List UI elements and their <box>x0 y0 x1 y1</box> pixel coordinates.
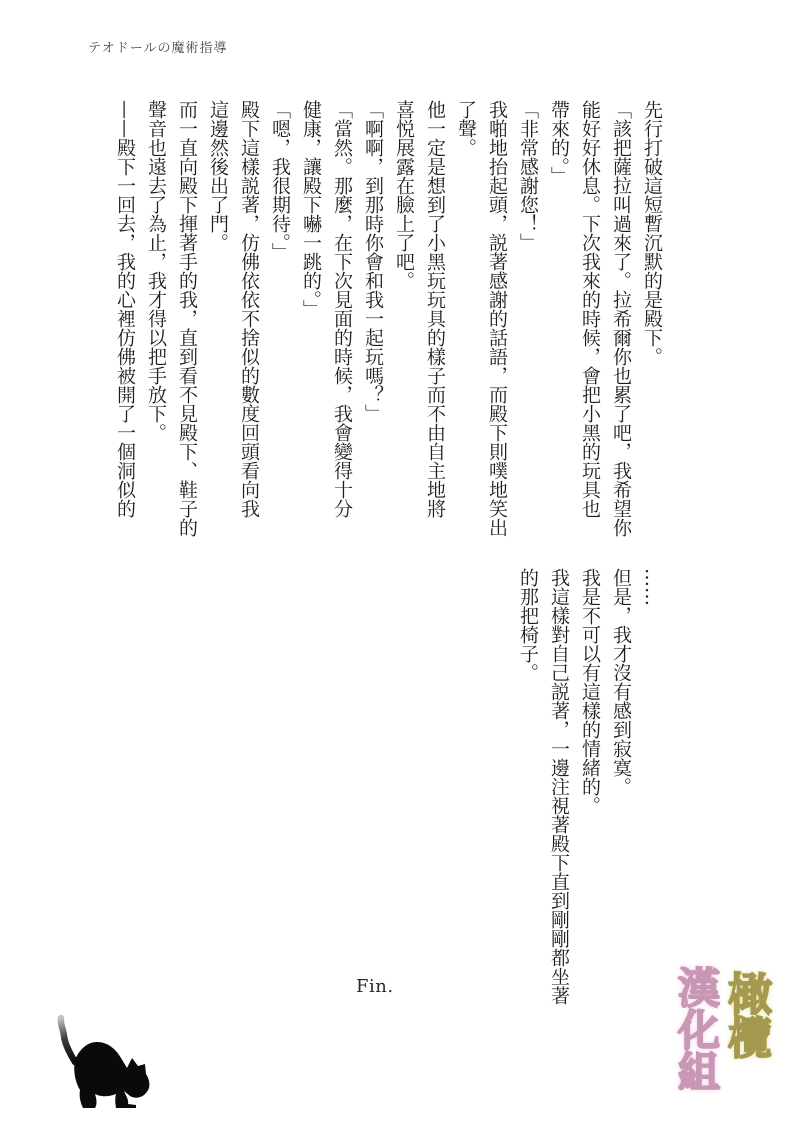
story-line: 「非常感謝您！」 <box>517 100 539 252</box>
story-block-2 <box>512 568 667 1013</box>
story-line: 帶來的。」 <box>548 100 570 186</box>
fin-label: Fin. <box>356 976 394 997</box>
story-line: 而一直向殿下揮著手的我，直到看不見殿下、鞋子的 <box>176 100 198 537</box>
story-line: 我這樣對自己説著，一邊注視著殿下直到剛剛都坐著 <box>548 568 570 1005</box>
story-line: 先行打破這短暫沉默的是殿下。 <box>641 100 663 366</box>
story-line: 了聲。 <box>455 100 477 157</box>
translation-group-watermark-olive: 橄欖 <box>720 971 771 1059</box>
story-line: 但是，我才沒有感到寂寞。 <box>610 568 632 796</box>
translation-group-watermark-pink: 漢化組 <box>672 966 721 1092</box>
page-header-title: テオドールの魔術指導 <box>88 41 228 56</box>
story-line: 我啪地抬起頭，説著感謝的話語，而殿下則噗地笑出 <box>486 100 508 537</box>
story-line: 「嗯，我很期待。」 <box>269 100 291 262</box>
story-line: 「啊啊，到那時你會和我一起玩嗎？」 <box>362 100 384 423</box>
story-line: 聲音也遠去了為止，我才得以把手放下。 <box>145 100 167 442</box>
story-line: 殿下這樣説著，仿佛依依不捨似的數度回頭看向我 <box>238 100 260 518</box>
story-line: 健康，讓殿下嚇一跳的。」 <box>300 100 322 319</box>
story-line: 的那把椅子。 <box>517 568 539 682</box>
story-line: 「當然。那麼，在下次見面的時候，我會變得十分 <box>331 100 353 518</box>
story-block-1 <box>109 100 667 548</box>
story-line: 我是不可以有這樣的情緒的。 <box>579 568 601 815</box>
story-line: 這邊然後出了門。 <box>207 100 229 252</box>
story-line: 「該把薩拉叫過來了。拉希爾你也累了吧，我希望你 <box>610 100 632 537</box>
story-line: ——殿下一回去，我的心裡仿佛被開了一個洞似的 <box>114 100 136 518</box>
story-line: 喜悦展露在臉上了吧。 <box>393 100 415 290</box>
black-cat-icon <box>35 1012 155 1122</box>
story-line: 能好好休息。下次我來的時候，會把小黑的玩具也 <box>579 100 601 518</box>
story-line: 他一定是想到了小黑玩玩具的樣子而不由自主地將 <box>424 100 446 518</box>
story-line: …… <box>641 568 663 606</box>
